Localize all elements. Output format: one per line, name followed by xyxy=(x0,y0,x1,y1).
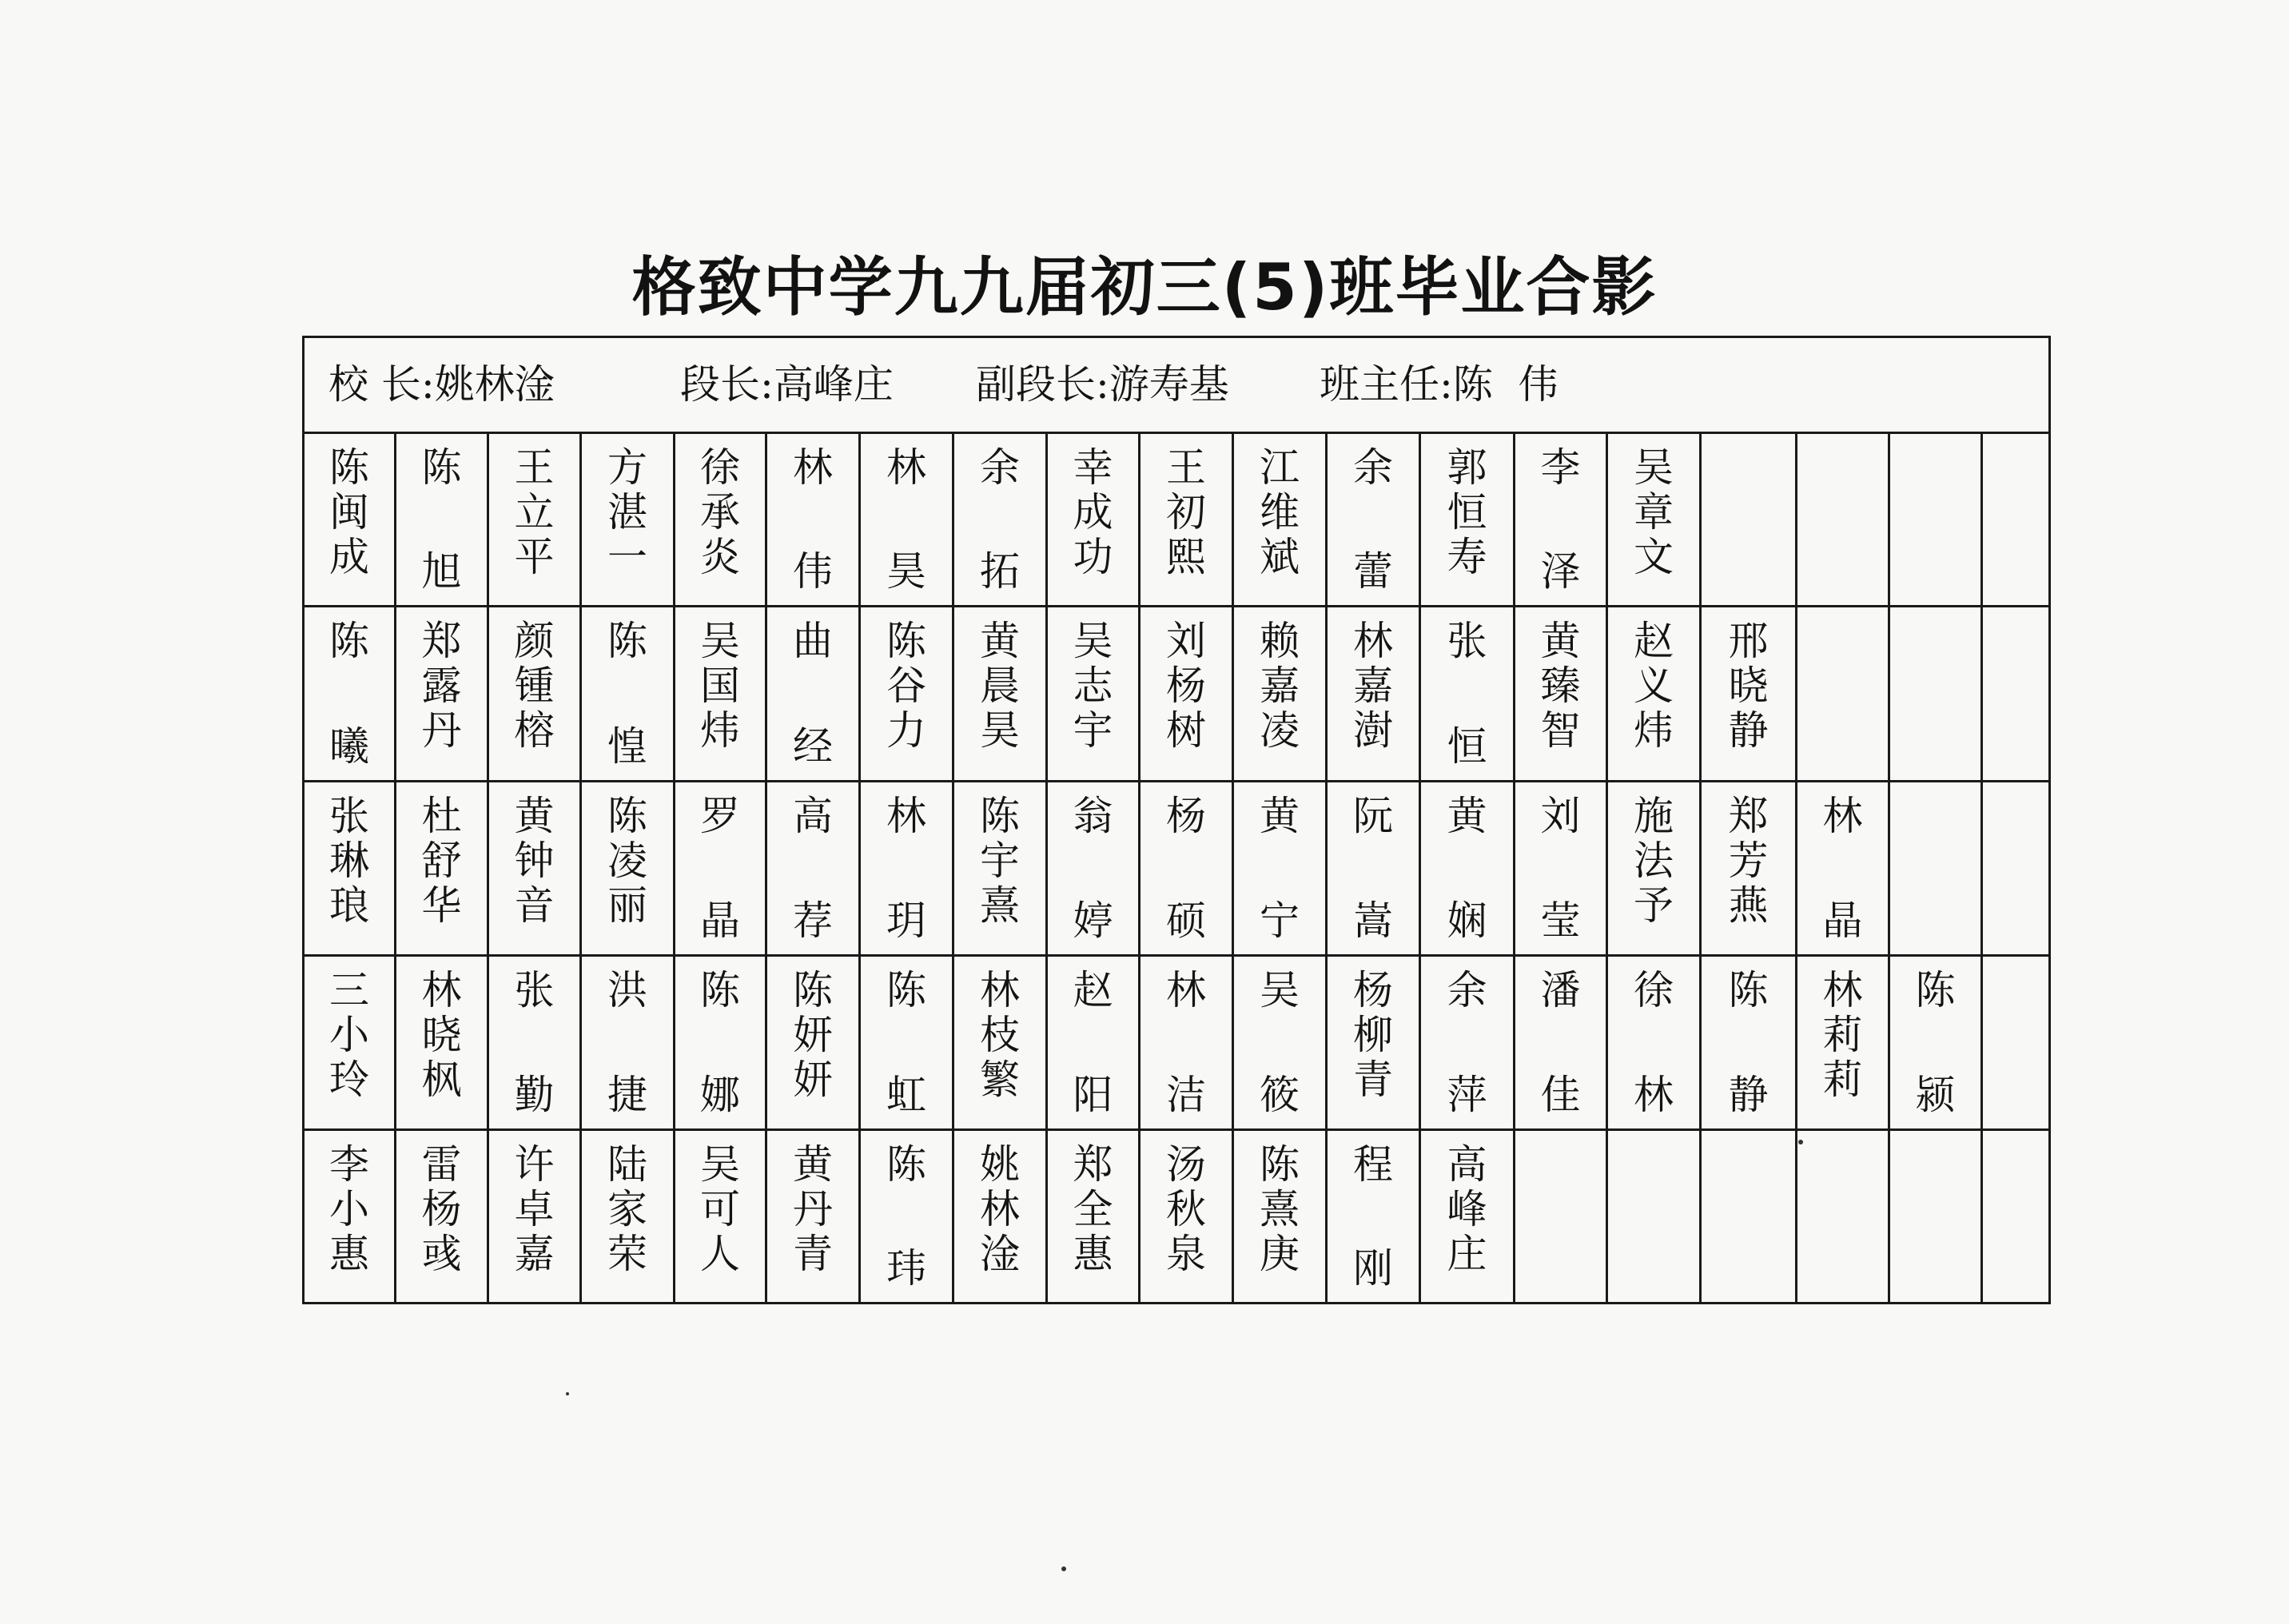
student-row xyxy=(305,782,2048,957)
name-cell xyxy=(1702,782,1797,954)
name-cell xyxy=(305,782,396,954)
name-cell xyxy=(1141,782,1234,954)
name-cell xyxy=(1797,957,1890,1128)
student-name: 郑 全 惠 xyxy=(1073,1141,1113,1277)
student-name: 林 洁 xyxy=(1166,967,1206,1118)
student-name: 陈 妍 妍 xyxy=(793,967,833,1103)
student-name: 陈 凌 丽 xyxy=(607,793,647,929)
name-cell xyxy=(767,782,861,954)
name-cell xyxy=(1328,607,1421,780)
name-cell xyxy=(1608,782,1702,954)
name-cell xyxy=(1328,957,1421,1128)
student-name: 吴 可 人 xyxy=(700,1141,740,1277)
name-cell xyxy=(861,782,954,954)
name-cell xyxy=(1608,957,1702,1128)
name-cell xyxy=(1702,434,1797,605)
name-cell xyxy=(1608,434,1702,605)
student-name: 余 萍 xyxy=(1447,967,1487,1118)
student-name: 黄 臻 智 xyxy=(1540,618,1581,754)
student-name: 林 晶 xyxy=(1822,793,1863,944)
name-cell xyxy=(675,957,767,1128)
student-name: 余 蕾 xyxy=(1353,444,1393,595)
student-name: 高 荐 xyxy=(793,793,833,944)
name-cell xyxy=(1328,782,1421,954)
name-cell xyxy=(675,782,767,954)
student-name: 颜 锺 榕 xyxy=(514,618,555,754)
student-name-grid xyxy=(305,434,2048,1302)
name-cell xyxy=(396,782,489,954)
student-name: 黄 晨 昊 xyxy=(980,618,1020,754)
name-cell xyxy=(489,957,582,1128)
student-name: 林 玥 xyxy=(886,793,926,944)
student-name: 陈 曦 xyxy=(329,618,369,770)
deputy-head-entry xyxy=(976,338,1229,432)
name-cell xyxy=(1890,782,1983,954)
student-name: 杨 硕 xyxy=(1166,793,1206,944)
student-name: 赖 嘉 凌 xyxy=(1260,618,1300,754)
name-cell xyxy=(1515,434,1608,605)
student-name: 洪 捷 xyxy=(607,967,647,1118)
name-cell xyxy=(1608,1131,1702,1302)
name-cell xyxy=(305,957,396,1128)
student-name: 林 嘉 澍 xyxy=(1353,618,1393,754)
student-name: 吴 志 宇 xyxy=(1073,618,1113,754)
name-cell xyxy=(1890,1131,1983,1302)
student-name: 阮 嵩 xyxy=(1353,793,1393,944)
name-cell xyxy=(861,434,954,605)
student-name: 罗 晶 xyxy=(700,793,740,944)
name-cell xyxy=(582,434,675,605)
name-cell xyxy=(1797,607,1890,780)
student-name: 翁 婷 xyxy=(1073,793,1113,944)
deputy-head-name: 游寿基 xyxy=(1109,361,1229,408)
student-name: 吴 筱 xyxy=(1260,967,1300,1118)
name-cell xyxy=(1608,607,1702,780)
name-cell xyxy=(1234,782,1328,954)
student-name: 郭 恒 寿 xyxy=(1447,444,1487,580)
student-name: 吴 章 文 xyxy=(1634,444,1674,580)
student-name: 郑 露 丹 xyxy=(421,618,462,754)
student-name: 施 法 予 xyxy=(1634,793,1674,929)
name-cell xyxy=(1421,1131,1515,1302)
name-cell xyxy=(1797,1131,1890,1302)
name-cell xyxy=(1702,607,1797,780)
name-cell xyxy=(1890,607,1983,780)
student-name: 李 小 惠 xyxy=(329,1141,369,1277)
name-cell xyxy=(1983,1131,2048,1302)
student-name: 李 泽 xyxy=(1540,444,1581,595)
name-cell xyxy=(861,957,954,1128)
student-name: 陆 家 荣 xyxy=(607,1141,647,1277)
student-name: 吴 国 炜 xyxy=(700,618,740,754)
student-name: 杜 舒 华 xyxy=(421,793,462,929)
name-cell xyxy=(1421,434,1515,605)
principal-entry xyxy=(328,338,555,432)
student-name: 林 莉 莉 xyxy=(1822,967,1863,1103)
name-cell xyxy=(1141,957,1234,1128)
name-cell xyxy=(1515,957,1608,1128)
student-name: 高 峰 庄 xyxy=(1447,1141,1487,1277)
name-cell xyxy=(1048,607,1141,780)
student-name: 潘 佳 xyxy=(1540,967,1581,1118)
student-name: 郑 芳 燕 xyxy=(1728,793,1769,929)
student-name: 三 小 玲 xyxy=(329,967,369,1103)
name-cell xyxy=(1515,782,1608,954)
name-cell xyxy=(1141,1131,1234,1302)
student-name: 黄 丹 青 xyxy=(793,1141,833,1277)
principal-name: 姚林淦 xyxy=(434,361,555,408)
name-cell xyxy=(582,1131,675,1302)
student-name: 陈 娜 xyxy=(700,967,740,1118)
name-cell xyxy=(1983,782,2048,954)
student-name: 张 勤 xyxy=(514,967,555,1118)
name-cell xyxy=(582,957,675,1128)
student-name: 黄 钟 音 xyxy=(514,793,555,929)
name-cell xyxy=(954,782,1048,954)
student-row xyxy=(305,434,2048,607)
class-teacher-label: 班主任: xyxy=(1320,361,1453,408)
name-cell xyxy=(1890,434,1983,605)
student-name: 许 卓 嘉 xyxy=(514,1141,555,1277)
grade-head-name: 高峰庄 xyxy=(773,361,894,408)
student-name: 张 恒 xyxy=(1447,618,1487,770)
principal-label: 校 长: xyxy=(328,361,435,408)
name-cell xyxy=(767,434,861,605)
name-cell xyxy=(1983,607,2048,780)
student-name: 刘 莹 xyxy=(1540,793,1581,944)
name-cell xyxy=(767,607,861,780)
name-cell xyxy=(396,434,489,605)
student-name: 林 枝 繁 xyxy=(980,967,1020,1103)
student-name: 赵 义 炜 xyxy=(1634,618,1674,754)
name-cell xyxy=(1797,782,1890,954)
class-teacher-name: 陈 伟 xyxy=(1452,361,1559,408)
student-name: 幸 成 功 xyxy=(1073,444,1113,580)
student-name: 徐 林 xyxy=(1634,967,1674,1118)
student-name: 曲 经 xyxy=(793,618,833,770)
name-cell xyxy=(1983,957,2048,1128)
name-cell xyxy=(1141,607,1234,780)
name-cell xyxy=(1234,434,1328,605)
student-name: 陈 谷 力 xyxy=(886,618,926,754)
student-name: 陈 静 xyxy=(1728,967,1769,1118)
name-cell xyxy=(396,957,489,1128)
name-cell xyxy=(582,607,675,780)
name-cell xyxy=(1983,434,2048,605)
name-cell xyxy=(1421,957,1515,1128)
student-name: 赵 阳 xyxy=(1073,967,1113,1118)
name-cell xyxy=(1797,434,1890,605)
name-cell xyxy=(489,1131,582,1302)
grade-head-label: 段长: xyxy=(680,361,774,408)
student-name: 程 刚 xyxy=(1353,1141,1393,1292)
student-name: 张 琳 琅 xyxy=(329,793,369,929)
speck xyxy=(566,1392,569,1395)
name-cell xyxy=(675,607,767,780)
name-cell xyxy=(1421,607,1515,780)
name-cell xyxy=(954,434,1048,605)
student-name: 王 立 平 xyxy=(514,444,555,580)
name-cell xyxy=(489,434,582,605)
class-teacher-entry xyxy=(1320,338,1559,432)
student-name: 陈 玮 xyxy=(886,1141,926,1292)
name-cell xyxy=(861,607,954,780)
name-cell xyxy=(675,1131,767,1302)
name-cell xyxy=(1141,434,1234,605)
page-title: 格致中学九九届初三(5)班毕业合影 xyxy=(631,250,1658,324)
name-cell xyxy=(1702,957,1797,1128)
student-name: 王 初 熙 xyxy=(1166,444,1206,580)
name-cell xyxy=(305,1131,396,1302)
name-cell xyxy=(954,957,1048,1128)
student-name: 陈 旭 xyxy=(421,444,462,595)
student-name: 江 维 斌 xyxy=(1260,444,1300,580)
student-name: 陈 惶 xyxy=(607,618,647,770)
staff-header-row xyxy=(305,338,2048,434)
name-cell xyxy=(489,607,582,780)
name-cell xyxy=(489,782,582,954)
student-name: 余 拓 xyxy=(980,444,1020,595)
name-cell xyxy=(1048,434,1141,605)
name-cell xyxy=(1515,607,1608,780)
name-cell xyxy=(582,782,675,954)
name-cell xyxy=(305,434,396,605)
grade-head-entry xyxy=(680,338,894,432)
student-name: 陈 闽 成 xyxy=(329,444,369,580)
name-cell xyxy=(1515,1131,1608,1302)
name-cell xyxy=(954,607,1048,780)
name-cell xyxy=(767,957,861,1128)
student-name: 雷 杨 彧 xyxy=(421,1141,462,1277)
name-cell xyxy=(396,1131,489,1302)
name-cell xyxy=(1048,957,1141,1128)
student-name: 杨 柳 青 xyxy=(1353,967,1393,1103)
name-cell xyxy=(1048,1131,1141,1302)
name-cell xyxy=(954,1131,1048,1302)
speck xyxy=(1061,1566,1066,1571)
student-name: 汤 秋 泉 xyxy=(1166,1141,1206,1277)
student-name: 方 湛 一 xyxy=(607,444,647,580)
name-cell xyxy=(1890,957,1983,1128)
student-name: 姚 林 淦 xyxy=(980,1141,1020,1277)
name-cell xyxy=(861,1131,954,1302)
student-name: 陈 熹 庚 xyxy=(1260,1141,1300,1277)
student-row xyxy=(305,1131,2048,1302)
name-cell xyxy=(1702,1131,1797,1302)
student-name: 林 昊 xyxy=(886,444,926,595)
name-cell xyxy=(1421,782,1515,954)
name-cell xyxy=(675,434,767,605)
name-cell xyxy=(396,607,489,780)
student-name: 林 晓 枫 xyxy=(421,967,462,1103)
deputy-head-label: 副段长: xyxy=(976,361,1109,408)
student-name: 陈 颍 xyxy=(1915,967,1956,1118)
student-name: 陈 宇 熹 xyxy=(980,793,1020,929)
student-name: 徐 承 炎 xyxy=(700,444,740,580)
name-cell xyxy=(1328,1131,1421,1302)
student-name: 林 伟 xyxy=(793,444,833,595)
student-row xyxy=(305,957,2048,1131)
name-cell xyxy=(1048,782,1141,954)
student-name: 刘 杨 树 xyxy=(1166,618,1206,754)
student-name: 陈 虹 xyxy=(886,967,926,1118)
name-cell xyxy=(305,607,396,780)
speck xyxy=(1798,1140,1803,1144)
name-cell xyxy=(1328,434,1421,605)
name-cell xyxy=(1234,957,1328,1128)
student-name: 黄 宁 xyxy=(1260,793,1300,944)
student-name: 黄 娴 xyxy=(1447,793,1487,944)
name-cell xyxy=(1234,1131,1328,1302)
name-cell xyxy=(767,1131,861,1302)
student-name: 邢 晓 静 xyxy=(1728,618,1769,754)
class-roster-table xyxy=(302,336,2051,1304)
name-cell xyxy=(1234,607,1328,780)
student-row xyxy=(305,607,2048,782)
